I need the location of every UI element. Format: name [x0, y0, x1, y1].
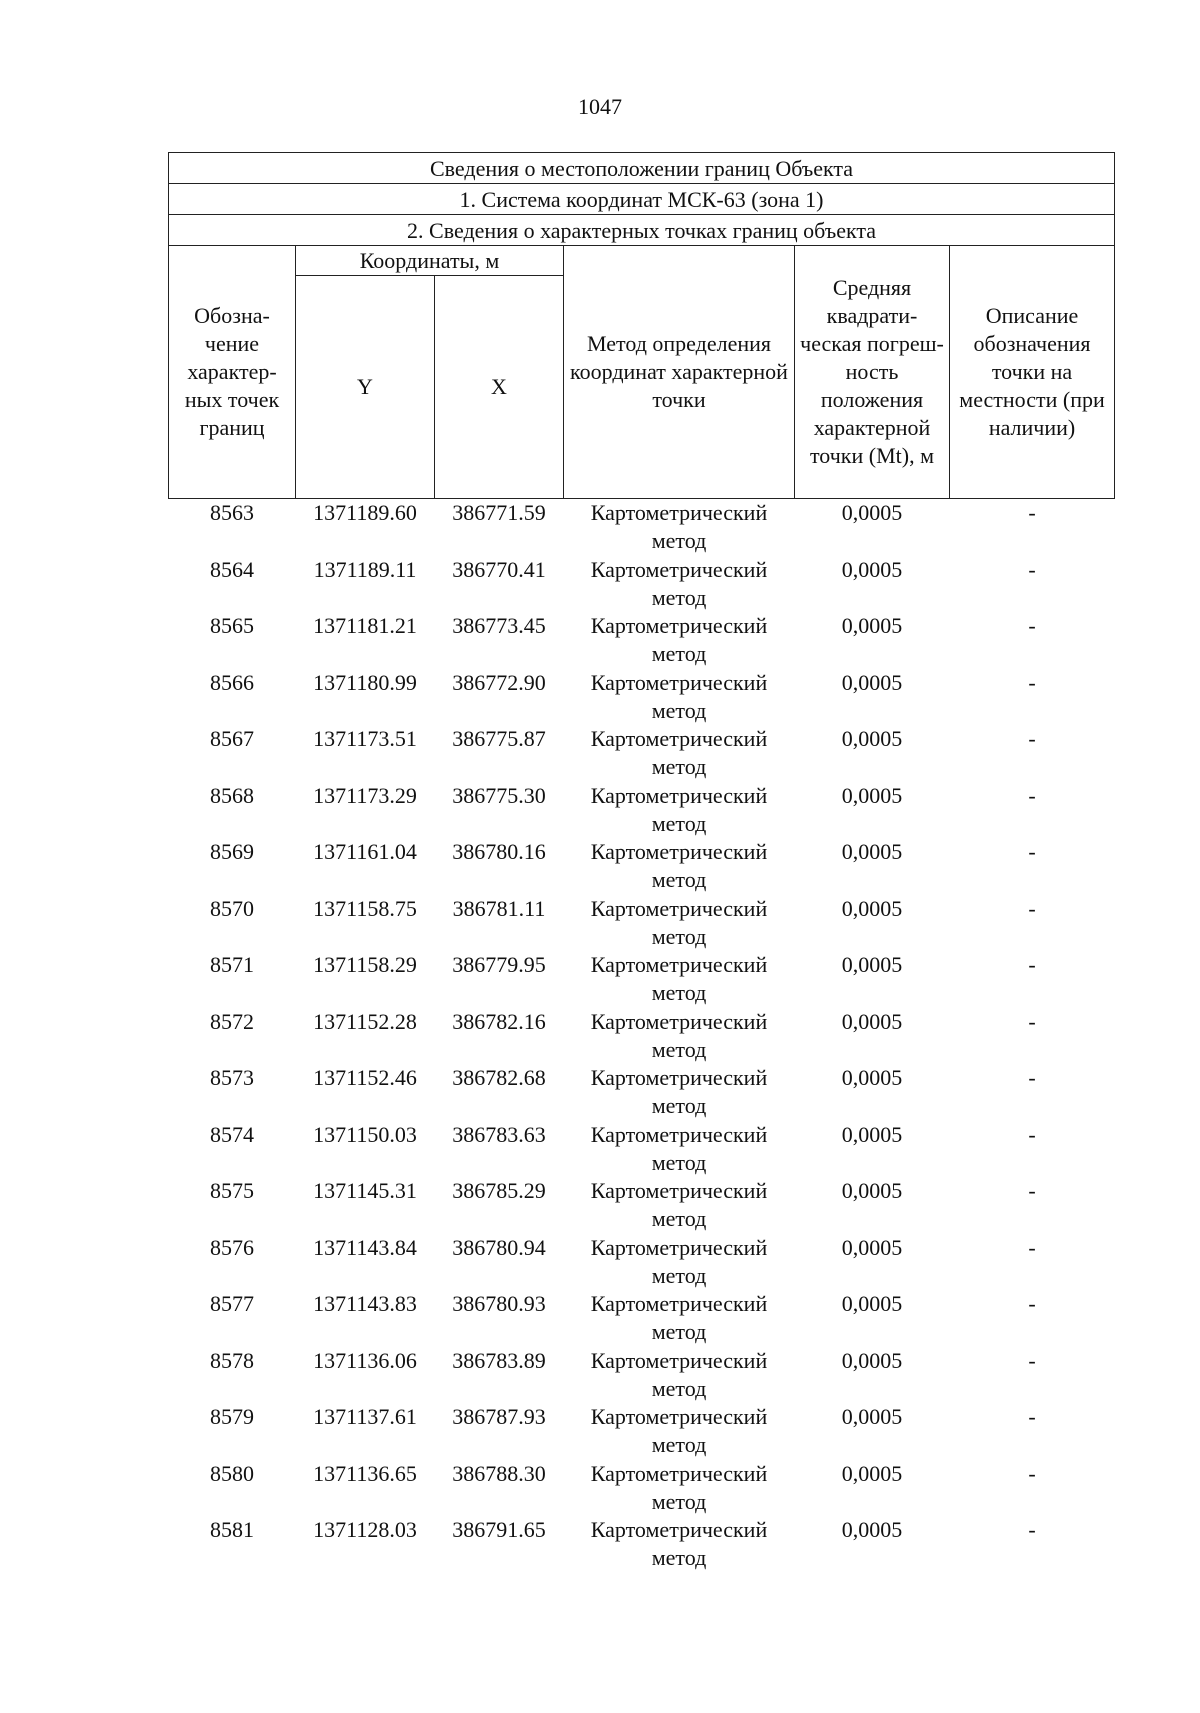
cell-description: - [1028, 1008, 1036, 1034]
table-header [169, 153, 1115, 499]
cell-method: Картометрический метод [590, 669, 768, 723]
cell-method: Картометрический метод [590, 613, 768, 666]
cell-coord-y: 1371180.99 [313, 669, 417, 695]
cell-description: - [1028, 726, 1036, 751]
cell-method: Картометрический метод [590, 1460, 768, 1514]
header-y: Y [296, 276, 435, 499]
header-x: X [435, 276, 564, 499]
cell-error-value: 0,0005 [841, 613, 903, 638]
cell-description: - [1028, 500, 1036, 525]
cell-point-id: 8564 [210, 556, 254, 582]
cell-description: - [1028, 1347, 1036, 1373]
cell-point-id: 8563 [210, 500, 254, 525]
table-row [169, 1516, 1115, 1573]
cell-method: Картометрический метод [590, 952, 768, 1005]
table-row [169, 1064, 1115, 1121]
table-row [169, 1347, 1115, 1404]
table-row [169, 782, 1115, 839]
cell-point-id: 8575 [210, 1178, 254, 1203]
cell-coord-y: 1371173.29 [313, 782, 417, 808]
cell-coord-y: 1371152.28 [313, 1008, 417, 1034]
table-title: Сведения о местоположении границ Объекта [169, 153, 1115, 184]
table-row [169, 725, 1115, 782]
cell-coord-x: 386781.11 [452, 895, 546, 921]
page-number: 1047 [578, 94, 622, 119]
cell-error-value: 0,0005 [841, 782, 903, 808]
cell-coord-x: 386783.63 [452, 1121, 546, 1147]
cell-error-value: 0,0005 [841, 1008, 903, 1034]
cell-coord-x: 386775.30 [452, 782, 546, 808]
cell-coord-x: 386772.90 [452, 669, 546, 695]
cell-coord-x: 386775.87 [452, 726, 546, 751]
cell-point-id: 8574 [210, 1121, 254, 1147]
table-body [169, 499, 1115, 1573]
cell-point-id: 8567 [210, 726, 254, 751]
cell-method: Картометрический метод [590, 726, 768, 779]
cell-method: Картометрический метод [590, 839, 768, 892]
table-row [169, 1403, 1115, 1460]
header-method: Метод определения координат характерной точки [564, 246, 795, 499]
cell-coord-x: 386780.93 [452, 1291, 546, 1316]
cell-point-id: 8565 [210, 613, 254, 638]
cell-method: Картометрический метод [590, 782, 768, 836]
points-section-title: 2. Сведения о характерных точках границ объекта [169, 215, 1115, 246]
cell-description: - [1028, 669, 1036, 695]
cell-method: Картометрический метод [590, 500, 768, 553]
cell-coord-y: 1371152.46 [313, 1065, 417, 1090]
cell-error-value: 0,0005 [841, 669, 903, 695]
cell-coord-x: 386782.16 [452, 1008, 546, 1034]
cell-description: - [1028, 1404, 1036, 1429]
cell-coord-y: 1371145.31 [313, 1178, 417, 1203]
table-row [169, 1460, 1115, 1517]
cell-coord-y: 1371158.29 [313, 952, 417, 977]
cell-description: - [1028, 895, 1036, 921]
cell-coord-y: 1371150.03 [313, 1121, 417, 1147]
cell-coord-x: 386787.93 [452, 1404, 546, 1429]
cell-coord-y: 1371189.11 [313, 556, 417, 582]
cell-coord-x: 386791.65 [452, 1517, 546, 1542]
cell-method: Картометрический метод [590, 1347, 768, 1401]
cell-coord-x: 386788.30 [452, 1460, 546, 1486]
cell-coord-x: 386770.41 [452, 556, 546, 582]
cell-coord-x: 386773.45 [452, 613, 546, 638]
table-row [169, 951, 1115, 1008]
cell-description: - [1028, 782, 1036, 808]
header-description: Описание обозначения точки на местности (при наличии) [950, 246, 1115, 499]
cell-error-value: 0,0005 [841, 952, 903, 977]
cell-error-value: 0,0005 [841, 839, 903, 864]
cell-description: - [1028, 1291, 1036, 1316]
cell-coord-x: 386785.29 [452, 1178, 546, 1203]
table-row [169, 612, 1115, 669]
cell-coord-y: 1371173.51 [313, 726, 417, 751]
cell-coord-y: 1371158.75 [313, 895, 417, 921]
cell-point-id: 8571 [210, 952, 254, 977]
cell-method: Картометрический метод [590, 1178, 768, 1231]
cell-method: Картометрический метод [590, 1517, 768, 1570]
table-row [169, 1290, 1115, 1347]
cell-coord-y: 1371137.61 [313, 1404, 417, 1429]
cell-description: - [1028, 1121, 1036, 1147]
cell-description: - [1028, 1517, 1036, 1542]
cell-coord-y: 1371128.03 [313, 1517, 417, 1542]
cell-error-value: 0,0005 [841, 556, 903, 582]
cell-coord-y: 1371136.65 [313, 1460, 417, 1486]
cell-method: Картометрический метод [590, 895, 768, 949]
table-row [169, 499, 1115, 556]
cell-point-id: 8578 [210, 1347, 254, 1373]
cell-point-id: 8568 [210, 782, 254, 808]
cell-coord-x: 386780.94 [452, 1234, 546, 1260]
cell-error-value: 0,0005 [841, 1178, 903, 1203]
cell-coord-y: 1371161.04 [313, 839, 417, 864]
cell-error-value: 0,0005 [841, 1517, 903, 1542]
cell-error-value: 0,0005 [841, 1347, 903, 1373]
cell-point-id: 8577 [210, 1291, 254, 1316]
cell-method: Картометрический метод [590, 1008, 768, 1062]
cell-method: Картометрический метод [590, 1121, 768, 1175]
cell-description: - [1028, 952, 1036, 977]
cell-coord-y: 1371181.21 [313, 613, 417, 638]
header-designation: Обозна-чение характер-ных точек границ [169, 246, 296, 499]
cell-point-id: 8566 [210, 669, 254, 695]
cell-error-value: 0,0005 [841, 895, 903, 921]
table-row [169, 556, 1115, 613]
table-row [169, 1121, 1115, 1178]
boundary-points-table [168, 152, 1115, 1573]
cell-coord-x: 386771.59 [452, 500, 546, 525]
table-row [169, 1177, 1115, 1234]
cell-coord-y: 1371143.83 [313, 1291, 417, 1316]
table-row [169, 1234, 1115, 1291]
cell-error-value: 0,0005 [841, 1121, 903, 1147]
cell-error-value: 0,0005 [841, 1065, 903, 1090]
cell-coord-y: 1371136.06 [313, 1347, 417, 1373]
cell-description: - [1028, 1065, 1036, 1090]
cell-description: - [1028, 1178, 1036, 1203]
cell-method: Картометрический метод [590, 1065, 768, 1118]
cell-error-value: 0,0005 [841, 1460, 903, 1486]
cell-error-value: 0,0005 [841, 726, 903, 751]
cell-coord-x: 386782.68 [452, 1065, 546, 1090]
cell-description: - [1028, 1460, 1036, 1486]
coordinate-system: 1. Система координат МСК-63 (зона 1) [169, 184, 1115, 215]
cell-description: - [1028, 613, 1036, 638]
cell-point-id: 8576 [210, 1234, 254, 1260]
table-row [169, 895, 1115, 952]
cell-point-id: 8579 [210, 1404, 254, 1429]
cell-error-value: 0,0005 [841, 1234, 903, 1260]
cell-point-id: 8569 [210, 839, 254, 864]
cell-coord-x: 386779.95 [452, 952, 546, 977]
cell-error-value: 0,0005 [841, 1291, 903, 1316]
cell-description: - [1028, 1234, 1036, 1260]
cell-error-value: 0,0005 [841, 500, 903, 525]
cell-coord-x: 386783.89 [452, 1347, 546, 1373]
cell-coord-y: 1371189.60 [313, 500, 417, 525]
cell-description: - [1028, 556, 1036, 582]
cell-point-id: 8573 [210, 1065, 254, 1090]
cell-method: Картометрический метод [590, 1234, 768, 1288]
cell-point-id: 8570 [210, 895, 254, 921]
cell-method: Картометрический метод [590, 1291, 768, 1344]
cell-coord-x: 386780.16 [452, 839, 546, 864]
cell-error-value: 0,0005 [841, 1404, 903, 1429]
table-row [169, 1008, 1115, 1065]
header-coordinates: Координаты, м [296, 246, 564, 276]
cell-point-id: 8572 [210, 1008, 254, 1034]
cell-point-id: 8581 [210, 1517, 254, 1542]
header-error: Средняя квадрати-ческая погреш-ность положения характерной точки (Mt), м [795, 246, 950, 499]
table-row [169, 838, 1115, 895]
cell-description: - [1028, 839, 1036, 864]
cell-method: Картометрический метод [590, 1404, 768, 1457]
cell-coord-y: 1371143.84 [313, 1234, 417, 1260]
cell-point-id: 8580 [210, 1460, 254, 1486]
table-row [169, 669, 1115, 726]
cell-method: Картометрический метод [590, 556, 768, 610]
